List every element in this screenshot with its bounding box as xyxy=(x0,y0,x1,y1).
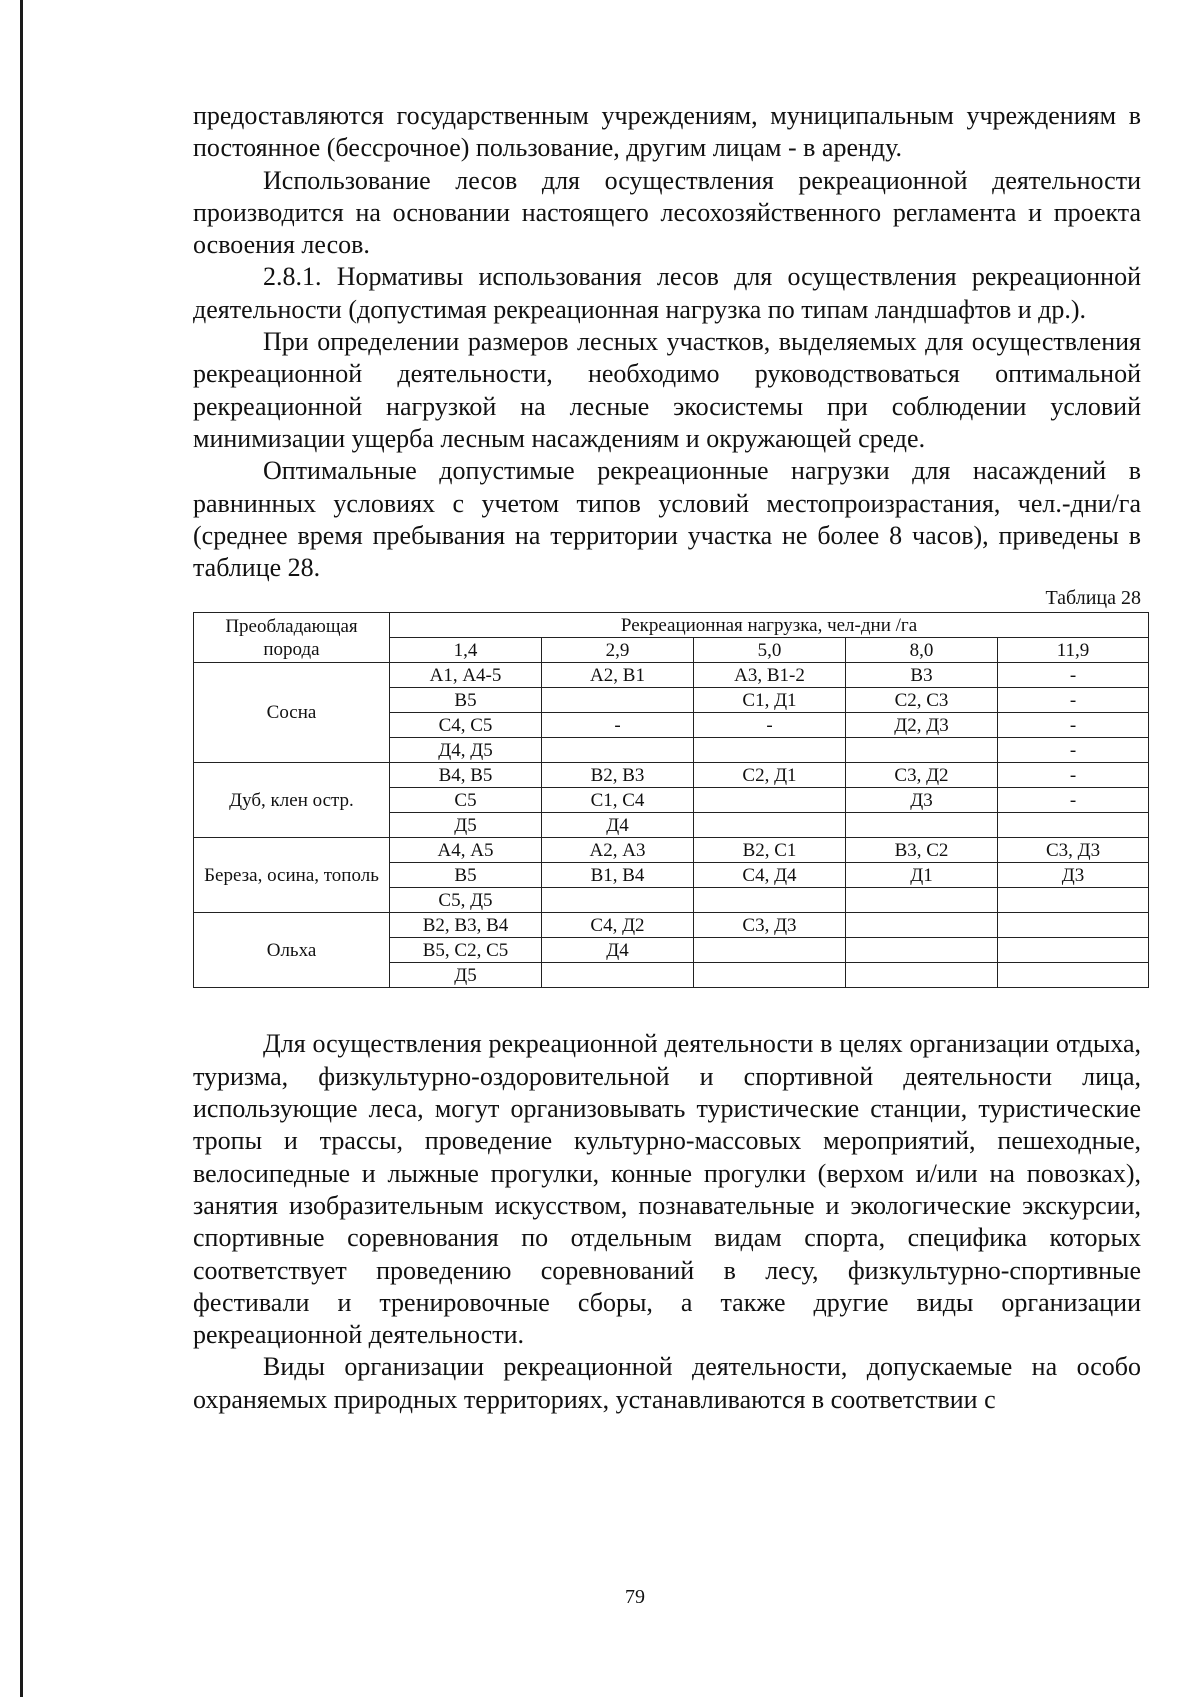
table-cell: В1, В4 xyxy=(542,863,694,888)
recreational-load-table xyxy=(193,612,1149,988)
table-cell: В5 xyxy=(390,863,542,888)
table-cell: С4, С5 xyxy=(390,713,542,738)
table-cell: В3, С2 xyxy=(846,838,998,863)
table-cell: Д3 xyxy=(998,863,1149,888)
header-load-col: 1,4 xyxy=(390,638,542,663)
table-cell: - xyxy=(998,688,1149,713)
table-cell: - xyxy=(694,713,846,738)
species-cell: Сосна xyxy=(194,663,390,763)
table-cell: - xyxy=(998,663,1149,688)
paragraph-forest-use: Использование лесов для осуществления рекреационной деятельности производится на основании настоящего лесохозяйственного регламента и проекта освоения лесов. xyxy=(193,165,1141,260)
paragraph-optimal-loads: Оптимальные допустимые рекреационные нагрузки для насаждений в равнинных условиях с учетом типов условий местопроизрастания, чел.-дни/га (среднее время пребывания на территории участка не более 8 часов), приведены в таблице 28. xyxy=(193,456,1141,583)
table-cell xyxy=(998,938,1149,963)
table-cell: Д4 xyxy=(542,938,694,963)
table-cell: С2, С3 xyxy=(846,688,998,713)
binding-edge-line xyxy=(20,0,23,1697)
table-cell xyxy=(846,963,998,988)
table-row xyxy=(194,763,1149,788)
table-cell: Д5 xyxy=(390,963,542,988)
table-cell: В2, С1 xyxy=(694,838,846,863)
table-cell xyxy=(846,938,998,963)
table-cell xyxy=(694,738,846,763)
table-cell xyxy=(694,788,846,813)
table-cell: Д4 xyxy=(542,813,694,838)
table-cell: С4, Д4 xyxy=(694,863,846,888)
header-load-col: 11,9 xyxy=(998,638,1149,663)
table-caption: Таблица 28 xyxy=(1045,587,1141,610)
table-cell xyxy=(846,913,998,938)
table-cell: С5, Д5 xyxy=(390,888,542,913)
table-cell: А3, В1-2 xyxy=(694,663,846,688)
species-cell: Ольха xyxy=(194,913,390,988)
spacer xyxy=(193,988,1141,1028)
table-cell: А2, А3 xyxy=(542,838,694,863)
table-row xyxy=(194,838,1149,863)
table-row xyxy=(194,913,1149,938)
table-cell xyxy=(694,888,846,913)
table-cell xyxy=(542,738,694,763)
table-row xyxy=(194,663,1149,688)
header-load-col: 8,0 xyxy=(846,638,998,663)
table-cell: С1, С4 xyxy=(542,788,694,813)
table-cell xyxy=(846,888,998,913)
table-cell: С3, Д2 xyxy=(846,763,998,788)
table-cell: С3, Д3 xyxy=(694,913,846,938)
section-heading-2-8-1: 2.8.1. Нормативы использования лесов для осуществления рекреационной деятельности (допустимая рекреационная нагрузка по типам ландшафтов и др.). xyxy=(193,262,1141,324)
table-cell: В4, В5 xyxy=(390,763,542,788)
paragraph-protected-areas: Виды организации рекреационной деятельности, допускаемые на особо охраняемых природных территориях, устанавливаются в соответствии с xyxy=(193,1352,1141,1414)
header-load-col: 5,0 xyxy=(694,638,846,663)
table-cell: С2, Д1 xyxy=(694,763,846,788)
table-cell: В2, В3, В4 xyxy=(390,913,542,938)
table-cell: Д3 xyxy=(846,788,998,813)
table-cell: - xyxy=(998,738,1149,763)
table-cell: - xyxy=(998,763,1149,788)
table-cell: В2, В3 xyxy=(542,763,694,788)
table-cell: Д1 xyxy=(846,863,998,888)
table-cell xyxy=(542,963,694,988)
table-cell: Д4, Д5 xyxy=(390,738,542,763)
table-cell: - xyxy=(998,788,1149,813)
table-cell xyxy=(846,813,998,838)
table-cell: А2, В1 xyxy=(542,663,694,688)
table-cell xyxy=(542,688,694,713)
species-cell: Береза, осина, тополь xyxy=(194,838,390,913)
table-cell xyxy=(998,913,1149,938)
document-page xyxy=(193,100,1141,1416)
table-cell: В5, С2, С5 xyxy=(390,938,542,963)
table-cell: - xyxy=(998,713,1149,738)
species-cell: Дуб, клен остр. xyxy=(194,763,390,838)
table-cell: - xyxy=(542,713,694,738)
table-cell xyxy=(542,888,694,913)
header-species: Преобладающая порода xyxy=(194,613,390,663)
table-cell: С1, Д1 xyxy=(694,688,846,713)
table-cell xyxy=(694,963,846,988)
table-cell xyxy=(846,738,998,763)
header-load-col: 2,9 xyxy=(542,638,694,663)
table-cell xyxy=(694,938,846,963)
table-cell: Д2, Д3 xyxy=(846,713,998,738)
paragraph-continued: предоставляются государственным учреждениям, муниципальным учреждениям в постоянное (бессрочное) пользование, другим лицам - в аренду. xyxy=(193,101,1141,163)
header-load: Рекреационная нагрузка, чел-дни /га xyxy=(390,613,1149,638)
table-cell: Д5 xyxy=(390,813,542,838)
table-cell xyxy=(998,963,1149,988)
table-cell xyxy=(998,813,1149,838)
table-cell: В3 xyxy=(846,663,998,688)
page-number: 79 xyxy=(625,1586,645,1608)
paragraph-plot-sizes: При определении размеров лесных участков, выделяемых для осуществления рекреационной деятельности, необходимо руководствоваться оптимальной рекреационной нагрузкой на лесные экосистемы при соблюдении условий минимизации ущерба лесным насаждениям и окружающей среде. xyxy=(193,327,1141,453)
table-cell: А4, А5 xyxy=(390,838,542,863)
table-cell: С4, Д2 xyxy=(542,913,694,938)
table-cell: С5 xyxy=(390,788,542,813)
table-cell: А1, А4-5 xyxy=(390,663,542,688)
table-cell: С3, Д3 xyxy=(998,838,1149,863)
table-cell xyxy=(694,813,846,838)
table-cell xyxy=(998,888,1149,913)
paragraph-recreation-activities: Для осуществления рекреационной деятельности в целях организации отдыха, туризма, физкультурно-оздоровительной и спортивной деятельности лица, использующие леса, могут организовывать туристические станции, туристические тропы и трассы, проведение культурно-массовых мероприятий, пешеходные, велосипедные и лыжные прогулки, конные прогулки (верхом и/или на повозках), занятия изобразительным искусством, познавательные и экологические экскурсии, спортивные соревнования по отдельным видам спорта, специфика которых соответствует проведению соревнований в лесу, физкультурно-спортивные фестивали и тренировочные сборы, а также другие виды организации рекреационной деятельности. xyxy=(193,1029,1141,1350)
table-cell: В5 xyxy=(390,688,542,713)
